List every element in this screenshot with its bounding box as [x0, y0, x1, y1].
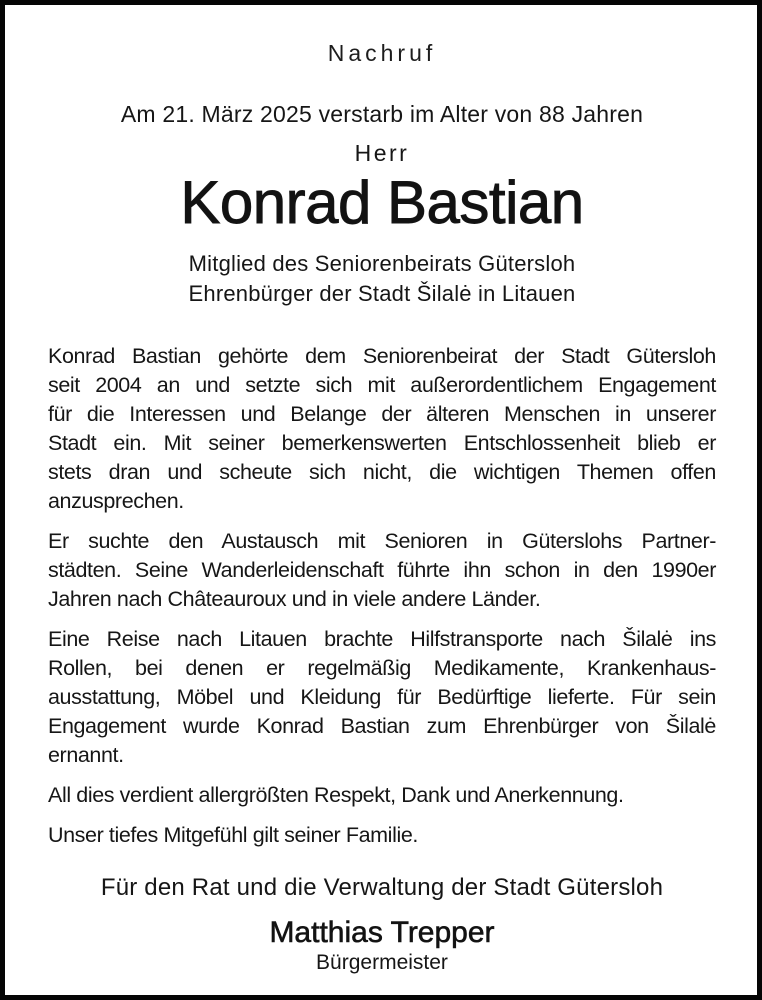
- obituary-paragraph: [48, 821, 716, 850]
- obituary-body: [48, 342, 716, 850]
- body-line: All dies verdient allergrößten Respekt, Dank und Anerkennung.: [48, 783, 624, 807]
- body-line: Er suchte den Austausch mit Senioren in Güterslohs Partner-: [48, 529, 716, 553]
- body-line: Konrad Bastian gehörte dem Seniorenbeirat der Stadt Gütersloh: [48, 344, 716, 368]
- body-line: stets dran und scheute sich nicht, die wichtigen Themen offen: [48, 460, 716, 484]
- signatory-name: Matthias Trepper: [269, 916, 495, 949]
- body-line: seit 2004 an und setzte sich mit außerordentlichem Engagement: [48, 373, 716, 397]
- body-line: anzusprechen.: [48, 489, 184, 513]
- body-line: für die Interessen und Belange der älteren Menschen in unserer: [48, 402, 716, 426]
- body-line: Engagement wurde Konrad Bastian zum Ehrenbürger von Šilalė: [48, 714, 716, 738]
- salutation: Herr: [354, 140, 410, 166]
- closing-dedication: Für den Rat und die Verwaltung der Stadt Gütersloh: [100, 874, 664, 901]
- signatory-title: Bürgermeister: [316, 951, 448, 974]
- subtitle-role-seniorenbeirat: Mitglied des Seniorenbeirats Gütersloh: [188, 251, 576, 276]
- obituary-paragraph: [48, 527, 716, 614]
- body-line: Unser tiefes Mitgefühl gilt seiner Familie.: [48, 823, 418, 847]
- obituary-type-label: Nachruf: [327, 40, 437, 66]
- body-line: städten. Seine Wanderleidenschaft führte ihn schon in den 1990er: [48, 558, 716, 582]
- obituary-paragraph: [48, 781, 716, 810]
- body-line: Rollen, bei denen er regelmäßig Medikamente, Krankenhaus-: [48, 656, 716, 680]
- obituary-content: [5, 5, 757, 975]
- body-line: Stadt ein. Mit seiner bemerkenswerten Entschlossenheit blieb er: [48, 431, 716, 455]
- deceased-name: Konrad Bastian: [180, 169, 584, 236]
- body-line: ernannt.: [48, 743, 124, 767]
- obituary-paragraph: [48, 625, 716, 770]
- subtitle-block: [48, 249, 716, 309]
- death-announcement-line: Am 21. März 2025 verstarb im Alter von 88 Jahren: [120, 101, 644, 127]
- body-line: Jahren nach Châteauroux und in viele andere Länder.: [48, 587, 541, 611]
- obituary-paragraph: [48, 342, 716, 516]
- subtitle-role-ehrenbuerger: Ehrenbürger der Stadt Šilalė in Litauen: [188, 281, 576, 306]
- body-line: Eine Reise nach Litauen brachte Hilfstransporte nach Šilalė ins: [48, 627, 716, 651]
- body-line: ausstattung, Möbel und Kleidung für Bedürftige lieferte. Für sein: [48, 685, 716, 709]
